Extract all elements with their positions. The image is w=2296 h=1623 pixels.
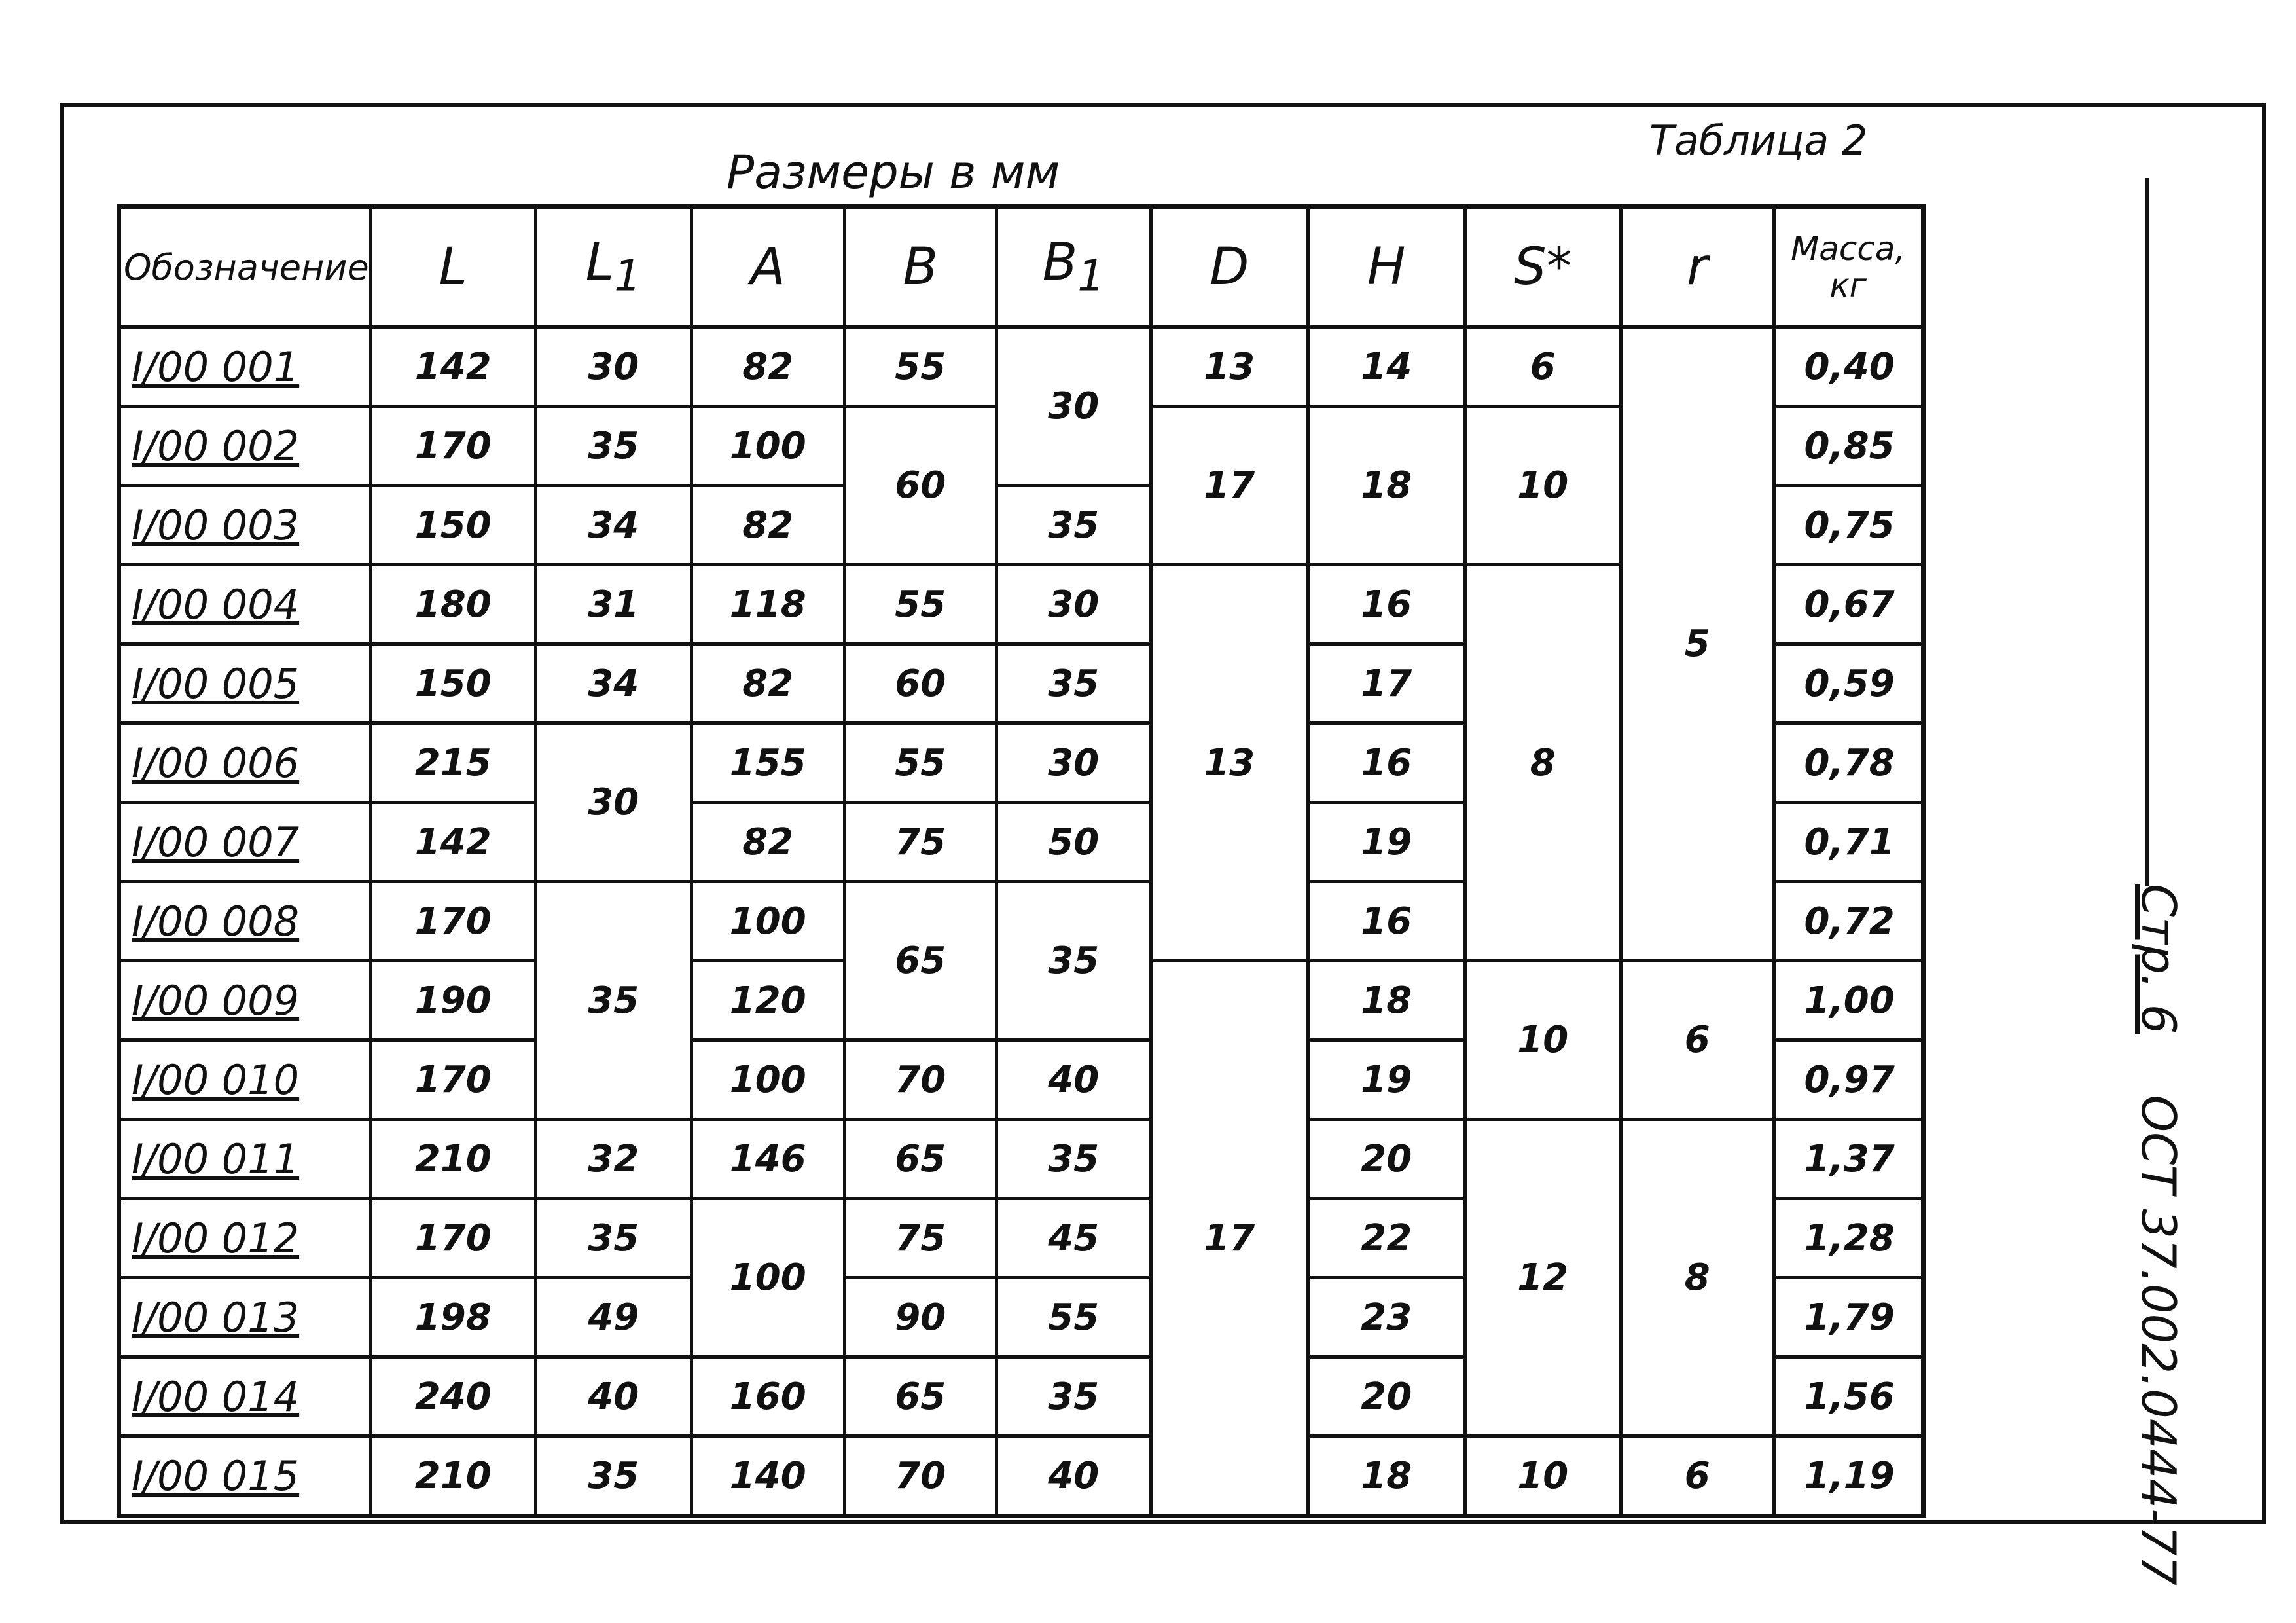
designation-cell: I/00 010 <box>119 1040 371 1120</box>
side-divider <box>2145 178 2149 886</box>
D-cell: 17 <box>1151 961 1308 1516</box>
r-cell: 8 <box>1621 1120 1774 1436</box>
B-cell: 55 <box>844 565 996 644</box>
A-cell: 146 <box>691 1120 844 1199</box>
H-cell: 18 <box>1308 961 1465 1040</box>
H-cell: 19 <box>1308 1040 1465 1120</box>
S-cell: 10 <box>1465 407 1621 565</box>
designation-cell: I/00 003 <box>119 486 371 565</box>
L-cell: 210 <box>370 1120 535 1199</box>
H-cell: 16 <box>1308 882 1465 961</box>
designation-cell: I/00 012 <box>119 1199 371 1278</box>
S-cell: 8 <box>1465 565 1621 961</box>
A-cell: 160 <box>691 1357 844 1436</box>
header-row <box>119 207 1924 327</box>
header-D: D <box>1151 207 1308 327</box>
designation-cell: I/00 013 <box>119 1278 371 1357</box>
designation-cell: I/00 009 <box>119 961 371 1040</box>
L-cell: 210 <box>370 1436 535 1516</box>
B1-cell: 30 <box>996 565 1151 644</box>
header-r: r <box>1621 207 1774 327</box>
designation-cell: I/00 002 <box>119 407 371 486</box>
L-cell: 170 <box>370 882 535 961</box>
mass-cell: 0,71 <box>1774 803 1923 882</box>
L1-cell: 49 <box>535 1278 691 1357</box>
L1-cell: 34 <box>535 644 691 723</box>
B-cell: 60 <box>844 407 996 565</box>
header-B1-letter: B <box>1042 233 1078 293</box>
H-cell: 16 <box>1308 723 1465 803</box>
A-cell: 82 <box>691 644 844 723</box>
designation-cell: I/00 014 <box>119 1357 371 1436</box>
standard-code: ОСТ 37.002.0444-77 <box>2131 1095 2186 1586</box>
H-cell: 18 <box>1308 407 1465 565</box>
L-cell: 150 <box>370 644 535 723</box>
H-cell: 23 <box>1308 1278 1465 1357</box>
units-caption: Размеры в мм <box>726 145 1060 199</box>
D-cell: 13 <box>1151 565 1308 961</box>
designation-cell: I/00 007 <box>119 803 371 882</box>
table-row <box>119 1120 1924 1199</box>
table-row <box>119 1436 1924 1516</box>
L-cell: 170 <box>370 407 535 486</box>
table-row <box>119 327 1924 407</box>
r-cell: 5 <box>1621 327 1774 961</box>
mass-cell: 0,97 <box>1774 1040 1923 1120</box>
A-cell: 100 <box>691 1199 844 1357</box>
mass-cell: 0,59 <box>1774 644 1923 723</box>
side-stamp <box>2108 884 2186 1586</box>
r-cell: 6 <box>1621 961 1774 1120</box>
B-cell: 60 <box>844 644 996 723</box>
B1-cell: 35 <box>996 1120 1151 1199</box>
A-cell: 100 <box>691 407 844 486</box>
S-cell: 10 <box>1465 961 1621 1120</box>
L-cell: 170 <box>370 1199 535 1278</box>
B1-cell: 35 <box>996 882 1151 1040</box>
L-cell: 180 <box>370 565 535 644</box>
page-number: Стр. 6 <box>2131 884 2186 1034</box>
A-cell: 100 <box>691 882 844 961</box>
header-L1-letter: L <box>585 233 615 293</box>
B-cell: 75 <box>844 1199 996 1278</box>
H-cell: 14 <box>1308 327 1465 407</box>
header-A: A <box>691 207 844 327</box>
S-cell: 12 <box>1465 1120 1621 1436</box>
header-L1-sub: 1 <box>614 251 641 301</box>
header-S: S* <box>1465 207 1621 327</box>
mass-cell: 0,40 <box>1774 327 1923 407</box>
mass-cell: 1,19 <box>1774 1436 1923 1516</box>
mass-cell: 1,79 <box>1774 1278 1923 1357</box>
header-mass <box>1774 207 1923 327</box>
table-title: Таблица 2 <box>1649 117 1868 164</box>
D-cell: 13 <box>1151 327 1308 407</box>
dimensions-table <box>117 204 1926 1518</box>
L-cell: 170 <box>370 1040 535 1120</box>
L1-cell: 35 <box>535 407 691 486</box>
L-cell: 142 <box>370 803 535 882</box>
L1-cell: 32 <box>535 1120 691 1199</box>
B1-cell: 40 <box>996 1436 1151 1516</box>
header-B: B <box>844 207 996 327</box>
B-cell: 65 <box>844 1120 996 1199</box>
header-mass-label: Масса, <box>1791 230 1906 268</box>
H-cell: 19 <box>1308 803 1465 882</box>
mass-cell: 0,85 <box>1774 407 1923 486</box>
mass-cell: 0,67 <box>1774 565 1923 644</box>
L1-cell: 35 <box>535 1199 691 1278</box>
L1-cell: 34 <box>535 486 691 565</box>
B-cell: 70 <box>844 1436 996 1516</box>
mass-cell: 1,56 <box>1774 1357 1923 1436</box>
header-L1 <box>535 207 691 327</box>
L-cell: 190 <box>370 961 535 1040</box>
D-cell: 17 <box>1151 407 1308 565</box>
designation-cell: I/00 001 <box>119 327 371 407</box>
H-cell: 20 <box>1308 1120 1465 1199</box>
A-cell: 82 <box>691 327 844 407</box>
header-H: H <box>1308 207 1465 327</box>
A-cell: 140 <box>691 1436 844 1516</box>
B-cell: 75 <box>844 803 996 882</box>
mass-cell: 1,37 <box>1774 1120 1923 1199</box>
B-cell: 65 <box>844 1357 996 1436</box>
L1-cell: 35 <box>535 882 691 1120</box>
S-cell: 10 <box>1465 1436 1621 1516</box>
L-cell: 240 <box>370 1357 535 1436</box>
mass-cell: 0,72 <box>1774 882 1923 961</box>
A-cell: 100 <box>691 1040 844 1120</box>
A-cell: 82 <box>691 803 844 882</box>
designation-cell: I/00 004 <box>119 565 371 644</box>
H-cell: 16 <box>1308 565 1465 644</box>
L-cell: 150 <box>370 486 535 565</box>
A-cell: 82 <box>691 486 844 565</box>
L1-cell: 35 <box>535 1436 691 1516</box>
mass-cell: 1,00 <box>1774 961 1923 1040</box>
L-cell: 142 <box>370 327 535 407</box>
L1-cell: 30 <box>535 723 691 882</box>
H-cell: 17 <box>1308 644 1465 723</box>
B-cell: 90 <box>844 1278 996 1357</box>
r-cell: 6 <box>1621 1436 1774 1516</box>
L-cell: 215 <box>370 723 535 803</box>
header-B1 <box>996 207 1151 327</box>
H-cell: 20 <box>1308 1357 1465 1436</box>
B1-cell: 35 <box>996 1357 1151 1436</box>
B-cell: 70 <box>844 1040 996 1120</box>
B-cell: 55 <box>844 327 996 407</box>
B1-cell: 50 <box>996 803 1151 882</box>
B1-cell: 30 <box>996 327 1151 486</box>
A-cell: 155 <box>691 723 844 803</box>
designation-cell: I/00 015 <box>119 1436 371 1516</box>
B-cell: 65 <box>844 882 996 1040</box>
designation-cell: I/00 011 <box>119 1120 371 1199</box>
header-L: L <box>370 207 535 327</box>
designation-cell: I/00 006 <box>119 723 371 803</box>
A-cell: 120 <box>691 961 844 1040</box>
B1-cell: 55 <box>996 1278 1151 1357</box>
mass-cell: 0,78 <box>1774 723 1923 803</box>
B1-cell: 35 <box>996 486 1151 565</box>
header-mass-unit: кг <box>1829 266 1867 304</box>
L1-cell: 30 <box>535 327 691 407</box>
designation-cell: I/00 008 <box>119 882 371 961</box>
header-B1-sub: 1 <box>1077 251 1105 301</box>
B1-cell: 40 <box>996 1040 1151 1120</box>
B1-cell: 35 <box>996 644 1151 723</box>
B1-cell: 30 <box>996 723 1151 803</box>
B1-cell: 45 <box>996 1199 1151 1278</box>
designation-cell: I/00 005 <box>119 644 371 723</box>
L-cell: 198 <box>370 1278 535 1357</box>
L1-cell: 31 <box>535 565 691 644</box>
A-cell: 118 <box>691 565 844 644</box>
H-cell: 18 <box>1308 1436 1465 1516</box>
B-cell: 55 <box>844 723 996 803</box>
H-cell: 22 <box>1308 1199 1465 1278</box>
L1-cell: 40 <box>535 1357 691 1436</box>
S-cell: 6 <box>1465 327 1621 407</box>
mass-cell: 0,75 <box>1774 486 1923 565</box>
header-designation: Обозначение <box>119 207 371 327</box>
mass-cell: 1,28 <box>1774 1199 1923 1278</box>
